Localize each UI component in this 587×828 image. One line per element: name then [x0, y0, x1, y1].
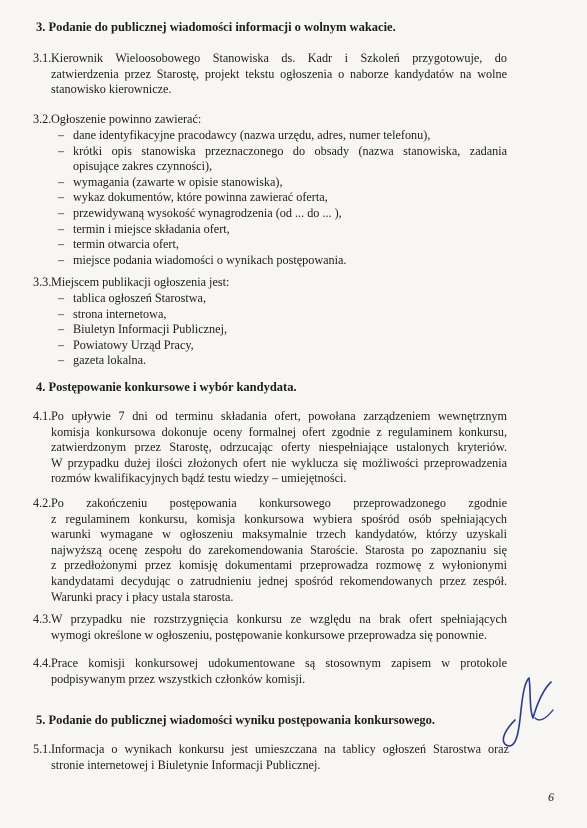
- text-line: podpisywanym przez wszystkich członków komisji.: [51, 671, 306, 686]
- text-line: Prace komisji konkursowej udokumentowane są stosownym zapisem w protokole: [51, 656, 507, 670]
- list-item: – wykaz dokumentów, które powinna zawierać oferta,: [58, 190, 328, 205]
- text-line: W przypadku dużej ilości złożonych ofert nie wyklucza się możliwości przeprowadzenia: [51, 455, 507, 470]
- page-number: 6: [548, 790, 554, 804]
- handwritten-signature: [495, 660, 575, 750]
- text-line: z przedłożonymi przez komisję dokumentami przeprowadza rozmowę z wyłonionymi: [51, 558, 507, 573]
- list-item: – strona internetowa,: [58, 306, 167, 321]
- list-item: – tablica ogłoszeń Starostwa,: [58, 291, 207, 305]
- text-line: kandydatami decydując o zatrudnieniu jednej spośród rekomendowanych przez zespół.: [51, 573, 507, 588]
- text-line: rozmów kwalifikacyjnych bądź testu wiedzy – umiejętności.: [51, 471, 347, 486]
- paragraph-number: 4.1.: [33, 409, 52, 423]
- paragraph-3-3: [33, 275, 507, 291]
- paragraph-number: 4.4.: [33, 656, 52, 670]
- text-line: warunki wymagane w ogłoszeniu maksymalnie trzech kandydatów, którzy uzyskali: [51, 527, 507, 542]
- paragraph-intro: Miejscem publikacji ogłoszenia jest:: [51, 275, 230, 289]
- paragraph-number: 3.2.: [33, 112, 52, 126]
- list-item: – gazeta lokalna.: [58, 353, 147, 368]
- text-line: najwyższą ocenę zespołu do zarekomendowania Staroście. Starosta po zapoznaniu się: [51, 542, 507, 557]
- paragraph-4-3: [33, 612, 507, 643]
- text-line: zatwierdzenia przez Starostę, projekt tekstu ogłoszenia o naborze kandydatów na wolne: [51, 66, 507, 81]
- text-line: stanowisko kierownicze.: [51, 82, 172, 97]
- section-5-heading: 5. Podanie do publicznej wiadomości wyniku postępowania konkursowego.: [36, 713, 436, 727]
- text-line: zatwierdzonym przez Starostę, odrzucając oferty niespełniające ustalonych kryteriów.: [51, 440, 507, 455]
- list-item: – dane identyfikacyjne pracodawcy (nazwa urzędu, adres, numer telefonu),: [58, 128, 431, 142]
- paragraph-5-1: [33, 742, 509, 773]
- list-item: – miejsce podania wiadomości o wynikach postępowania.: [58, 252, 347, 267]
- publication-places-list: [58, 291, 507, 369]
- text-line: Warunki pracy i płacy ustala starosta.: [51, 589, 234, 604]
- text-line: Po zakończeniu postępowania konkursowego przeprowadzonego zgodnie: [51, 496, 507, 510]
- text-line: z regulaminem konkursu, komisja konkursowa wybiera spośród osób spełniających: [51, 511, 507, 526]
- list-item: – przewidywaną wysokość wynagrodzenia (od ... do ... ),: [58, 205, 342, 220]
- list-item: – wymagania (zawarte w opisie stanowiska),: [58, 174, 283, 189]
- paragraph-3-1: [33, 51, 507, 98]
- paragraph-4-2: [33, 496, 507, 605]
- text-line: komisja konkursowa dokonuje oceny formalnej ofert zgodnie z regulaminem konkursu,: [51, 424, 507, 439]
- paragraph-4-1: [33, 409, 507, 487]
- text-line: wymogi określone w ogłoszeniu, postępowanie konkursowe przeprowadza się ponownie.: [51, 627, 487, 642]
- paragraph-3-2: [33, 112, 507, 128]
- paragraph-intro: Ogłoszenie powinno zawierać:: [51, 112, 202, 126]
- text-line: Informacja o wynikach konkursu jest umieszczana na tablicy ogłoszeń Starostwa oraz: [51, 742, 509, 756]
- text-line: W przypadku nie rozstrzygnięcia konkursu ze względu na brak ofert spełniających: [51, 612, 507, 626]
- paragraph-number: 4.3.: [33, 612, 52, 626]
- section-3-heading: 3. Podanie do publicznej wiadomości informacji o wolnym wakacie.: [36, 20, 396, 34]
- offer-contents-list: [58, 128, 507, 268]
- paragraph-4-4: [33, 656, 507, 687]
- list-item: – termin otwarcia ofert,: [58, 237, 179, 252]
- section-4-heading: 4. Postępowanie konkursowe i wybór kandydata.: [36, 380, 297, 394]
- list-item: – Biuletyn Informacji Publicznej,: [58, 322, 227, 337]
- list-item: – krótki opis stanowiska przeznaczonego do obsady (nazwa stanowiska, zadania opisujące zakres czynności),: [58, 143, 507, 174]
- text-line: Kierownik Wieloosobowego Stanowiska ds. Kadr i Szkoleń przygotowuje, do: [51, 51, 507, 65]
- list-item: – termin i miejsce składania ofert,: [58, 221, 230, 236]
- text-line: Po upływie 7 dni od terminu składania ofert, powołana zarządzeniem wewnętrznym: [51, 409, 507, 423]
- paragraph-number: 3.3.: [33, 275, 52, 289]
- paragraph-number: 4.2.: [33, 496, 52, 510]
- paragraph-number: 3.1.: [33, 51, 52, 65]
- text-line: stronie internetowej i Biuletynie Informacji Publicznej.: [51, 757, 321, 772]
- paragraph-number: 5.1.: [33, 742, 52, 756]
- list-item: – Powiatowy Urząd Pracy,: [58, 337, 194, 352]
